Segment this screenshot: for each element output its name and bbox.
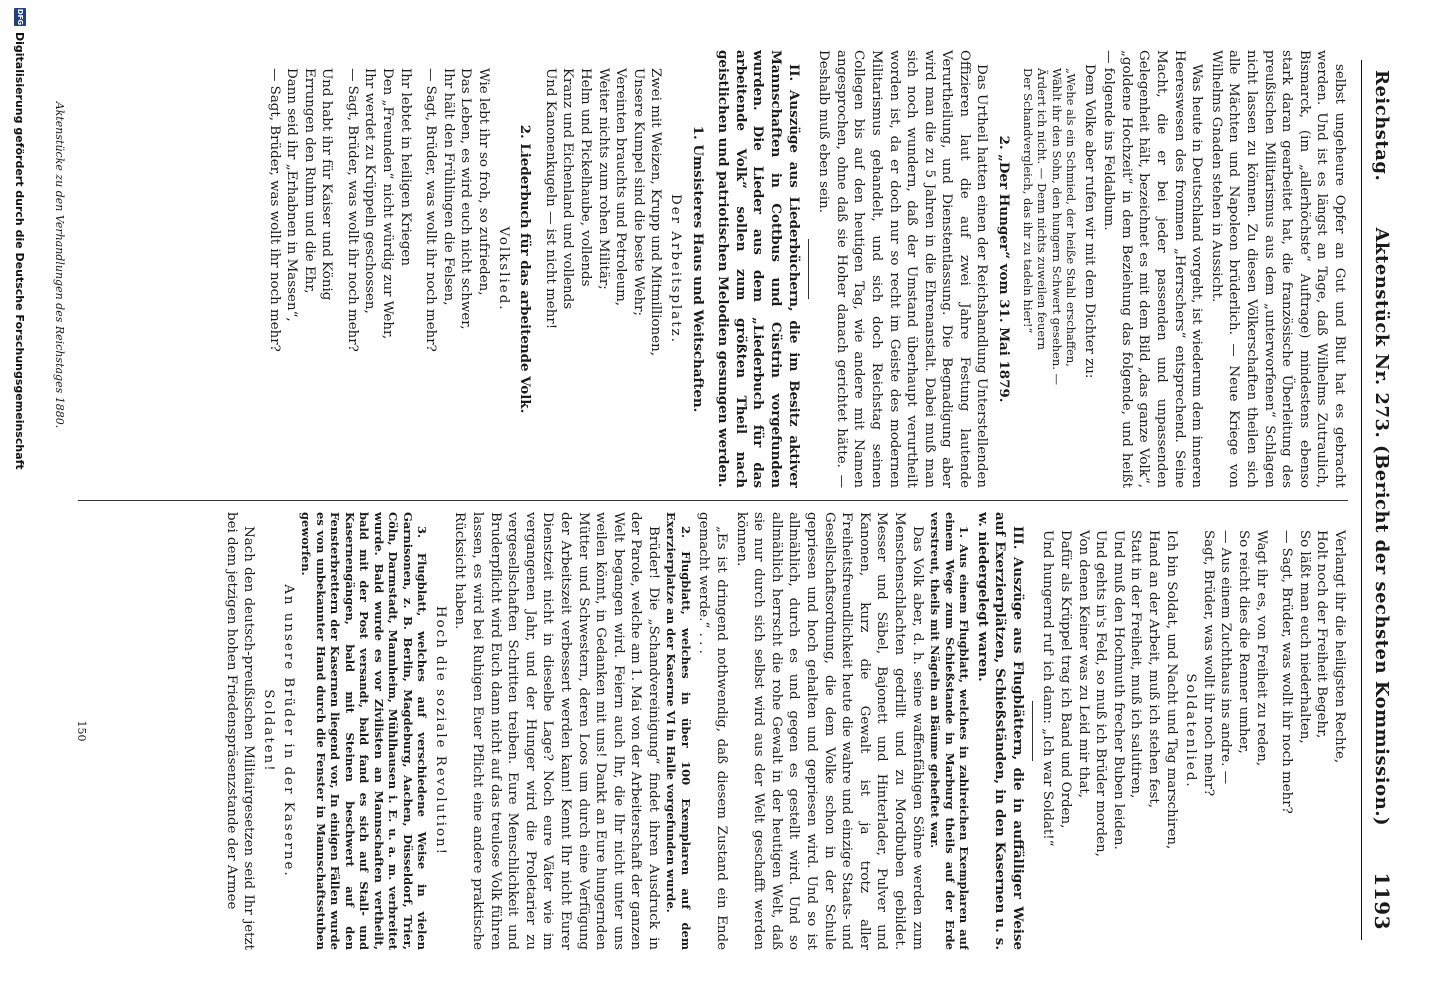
- poem-line: Und hungernd ruf' ich dann: „Ich war Soldat!“: [1040, 530, 1056, 847]
- paragraph: Brüder! Die „Schandvereinigung“ findet ihren Ausdruck in der Parole, welche am 1. Mai von der Arbeiterschaft der ganzen Welt begangen wird. Feiern auch Ihr, die Ihr nicht unter uns weilen könnt, in Gedanken mit uns! Dankt an Eure hungernden Mütter und Schwestern, deren Loos um durch eine Verfügung der Arbeitszeit verbessert werden kann! Kennt Ihr nicht Eurer Dienstzeit nicht in dieselbe Lage? Noch eure Väter wie im vergangenen Jahr, und der Hunger wird die Proletarier zu vergesellschaften Schritten treiben. Eure Menschlichkeit und Bruderpflicht wird Euch dann nicht auf das treulose Volk führen lassen, es wird bei Ruhigen Euer Pflicht eine andere praktische Rücksicht haben.: [452, 512, 661, 950]
- poem-line: Von denen Keiner was zu Leid mir that,: [1075, 530, 1091, 799]
- bottom-note: Aktenstücke zu den Verhandlungen des Reichstages 1880.: [53, 101, 66, 429]
- poem-line: Helm und Pickelhaube, vollends: [578, 68, 594, 287]
- poem-line: Und habt ihr für Kaiser und König: [319, 68, 335, 301]
- section-heading: II. Auszüge aus Liederbüchern, die im Besitz aktiver Mannschaften in Cottbus und Cüstrin vorgefunden wurden. Die Lieder aus dem „Liederbuch für das arbeitende Volk“ sollen zum größten Theil nach geistlichen und patriotischen Melodien gesungen werden.: [715, 50, 802, 488]
- item-heading: 3. Flugblatt, welches auf verschiedene Weise in vielen Garnisonen, z. B. Berlin, Magdeburg, Aachen, Düsseldorf, Trier, Cöln, Darmstadt, Mannheim, Mühlhausen i. E. u. a. m. verbreitet wurde. Bald wurde es vor Zivilisten an Mannschaften vertheilt, bald mit der Post versandt, bald fand es sich auf Stall- und Kasernengängen, bald mit Steinen beschwert auf den Fensterbrettern der Kasernen liegend vor, In einigen Fällen wurde es von unbekannter Hand durch die Fenster in Mannschaftsstuben geworfen.: [299, 512, 430, 950]
- quote-line: Wählt ihr den Sohn, den hungern Schwert gesehen. —: [1049, 68, 1064, 386]
- digitization-strip: [0, 0, 40, 1000]
- poem-line: Kranz und Eichenland und vollends: [560, 68, 576, 310]
- poem-line: Dafür als Krüppel trag ich Band und Orden,: [1058, 530, 1074, 829]
- page-header: [1361, 60, 1402, 940]
- poem-title: Soldatenlied.: [1183, 673, 1199, 789]
- poem-line: Statt in der Freiheit, muß ich salutiren,: [1128, 530, 1144, 799]
- divider: [1032, 701, 1033, 761]
- poem-line: Holt noch der Freiheit Begehr,: [1314, 530, 1330, 739]
- dfg-logo-icon: DFG: [16, 8, 24, 26]
- poem-line: [335, 50, 343, 488]
- quote-line: Ärdert ich nicht. — Denn nichts zuweilen feuern: [1035, 68, 1050, 351]
- poem-line: Den „Freunden“ nicht würdig zur Wehr,: [380, 68, 396, 340]
- poem-line: Zwei mit Weizen, Krupp und Mitmillionen,: [648, 68, 664, 357]
- poem-line: Errungen den Ruhm und die Ehr,: [301, 68, 317, 294]
- poem-line: Unsere Kumpel sind die beste Wehr;: [630, 68, 646, 317]
- poem-line: Das Leben, es wird euch nicht schwer,: [458, 68, 474, 330]
- subsection-heading: 2. Liederbuch für das arbeitende Volk.: [517, 124, 534, 414]
- poem-title: Der Arbeitsplatz.: [668, 194, 683, 344]
- poem-line: Vereinten brauchts und Petroleum,: [613, 68, 629, 307]
- header-left: Reichstag.: [1371, 70, 1393, 182]
- poem-line: Weiter nichts zum rohen Militär;: [595, 68, 611, 290]
- text-columns: [68, 50, 1348, 950]
- divider: [808, 239, 809, 299]
- poem-line: Und Kanonenkugeln — ist nicht mehr!: [542, 68, 558, 330]
- section-heading: 2. „Der Hunger“ vom 31. Mai 1879.: [996, 135, 1013, 403]
- poem-title: An unsere Brüder in der Kaserne.: [280, 584, 296, 878]
- poem-line: Ihr hält den Frühlingen die Felsen,: [440, 68, 456, 306]
- poem-line: Ihr lebtet in heiligen Kriegen: [397, 68, 413, 266]
- digitization-note: Digitalisierung gefördert durch die Deutsche Forschungsgemeinschaft: [13, 32, 27, 470]
- paragraph: Dem Volke aber rufen wir mit dem Dichter zu:: [1081, 64, 1097, 379]
- poem-line: — Sagt, Brüder, was wollt ihr noch mehr?: [344, 68, 360, 352]
- poem-line: [414, 50, 422, 488]
- poem-line: So reicht dies die Renner umher,: [1236, 530, 1252, 754]
- poem-line: — Sagt, Brüder, was wollt ihr noch mehr?: [1279, 530, 1295, 814]
- paragraph: Das Urtheil hatten einen der Reichshandlung Unterstellenden Offizieren laut die auf zwei Jahre Festung lautende Verurtheilung, und Dienstentlassung. Die Begnadigung aber wird man die zu 5 Jahren in die Ehrenanstalt. Dabei muß man sich noch wundern, daß der Umstand überhaupt verurtheilt worden ist, da er doch nur so recht im Geiste des modernen Militarismus gehandelt, und sich doch Reichstag seinen Collegen bis auf den heutigen Tag, wie andere mit Namen angesprochen, ohne daß sie Hoher danach gerichtet hätte. — Deshalb muß eben sein.: [816, 50, 990, 488]
- left-column: [68, 50, 1348, 488]
- poem-line: [1270, 512, 1278, 950]
- paragraph: Das Volk aber, d. h. seine waffenfähigen Söhne werden zum Menschenschlachten gedrillt und zu Mordbuben gebildet. Messer und Säbel, Bajonett und Hinterlader, Pulver und Kanonen, kurz die Gewalt ist ja trotz aller Freiheitsfreundlichkeit heute die wahre und einzige Staats- und Gesellschaftsordnung, die dem Volke schon in der Schule gepriesen und hoch gehalten und gepriesen wird. Und so ist allmählich, durch es und gegen es gestellt wird. Und so allmählich herrscht die rohe Gewalt in der heutigen Welt, daß sie nur durch sich selbst wird aus der Welt geschafft werden können.: [733, 512, 925, 950]
- right-column: [68, 512, 1348, 950]
- slogan: Hoch die soziale Revolution!: [432, 605, 448, 857]
- poem-line: So läßt man euch niederhalten,: [1296, 530, 1312, 744]
- subsection-heading: 1. Umsisteres Haus und Weitschaften.: [689, 125, 706, 413]
- page-number: 1193: [1370, 872, 1394, 930]
- poem-line: — Aus einem Zuchthaus ins andre. —: [1218, 530, 1234, 785]
- item-heading: 1. Aus einem Flugblatt, welches in zahlreichen Exemplaren auf einem Wege zum Schießstande in Marburg theils auf der Erde verstreut, theils mit Nägeln an Bäume geheftet war.: [928, 512, 972, 950]
- header-title: Aktenstück Nr. 273. (Bericht der sechsten Kommission.): [1371, 227, 1393, 826]
- quote-block: [1020, 50, 1078, 488]
- poem-line: Sagt, Brüder, was wollt ihr noch mehr?: [1200, 530, 1216, 797]
- paragraph: Nach den deutsch-preußischen Militairgesetzen seid Ihr jetzt bei dem jetzigen hohen Friedenspräsenzstande der Armee: [223, 512, 257, 950]
- poem-line: Ihr werdet zu Krüppeln geschossen,: [362, 68, 378, 314]
- paragraph: „Es ist dringend nothwendig, daß diesem Zustand ein Ende gemacht werde.“ . . .: [696, 512, 730, 950]
- item-heading: 2. Flugblatt, welches in über 100 Exemplaren auf dem Exerzierplatze an der Kaserne VI in Halle vorgefunden wurde.: [664, 512, 693, 950]
- poem-line: Dann seid ihr „Erhabnen in Massen“,: [284, 68, 300, 322]
- page-signature: 150: [74, 720, 88, 742]
- poem-title: Soldaten!: [261, 689, 277, 773]
- paragraph: Was heute in Deutschland vorgeht, ist wiederum dem inneren Heereswesen des frommen „Herrschers“ entsprechend. Seine Macht, die er bei jeder passenden und unpassenden Gelegenheit hält, bezeichnet es mit dem Bild „das ganze Volk“, „goldene Hochzeit“ in dem Beziehung das folgende, und heißt — folgende ins Feldalbum.: [1101, 50, 1205, 488]
- poem-line: — Sagt, Brüder, was wollt ihr noch mehr?: [266, 68, 282, 352]
- paragraph: selbst ungeheure Opfer an Gut und Blut hat es gebracht werden. Und ist es längst an Tage, daß Wilhelms Zutraulich, Bismarck, (im „allerhöchste“ Auftrage) mindestens ebenso stark daran gearbeitet hat, die französische Überleitung des preußischen Militarismus aus dem „unterworfenen“ Schlagen nicht lassen zu können. Zu diesen Völkerschaften theilen sich alle Mächten und Napoleon brüderlich. — Neue Kriege von Wilhelms Gnaden stehen in Aussicht.: [1208, 50, 1347, 488]
- poem-line: Wie lebt ihr so froh, so zufrieden,: [476, 68, 492, 296]
- poem-line: Hand an der Arbeit, muß ich stehen fest,: [1146, 530, 1162, 809]
- poem-line: Und muß den Hochmuth frecher Buben leiden.: [1110, 530, 1126, 850]
- poem-line: Und gehts in's Feld, so muß ich Brüder morden,: [1093, 530, 1109, 857]
- poem-line: Verlangt ihr die heiligsten Rechte,: [1332, 530, 1347, 764]
- quote-line: Der Schandvergleich, das ihr zu tadeln hier!“: [1020, 68, 1035, 334]
- poem-title: Volkslied.: [495, 226, 511, 312]
- poem-line: Ich bin Soldat, und Nacht und Tag marschiren,: [1163, 530, 1179, 850]
- section-heading: III. Auszüge aus Flugblättern, die in auffälliger Weise auf Exerzierplätzen, Schießständen, in den Kasernen u. s. w. niedergelegt waren.: [974, 512, 1026, 950]
- poem-line: — Sagt, Brüder, was wollt ihr noch mehr?: [423, 68, 439, 352]
- poem-line: Wagt ihr es, von Freiheit zu reden,: [1253, 530, 1269, 767]
- quote-line: „Wehe als ein Schmied, der heiße Stahl erschaffen,: [1064, 68, 1079, 367]
